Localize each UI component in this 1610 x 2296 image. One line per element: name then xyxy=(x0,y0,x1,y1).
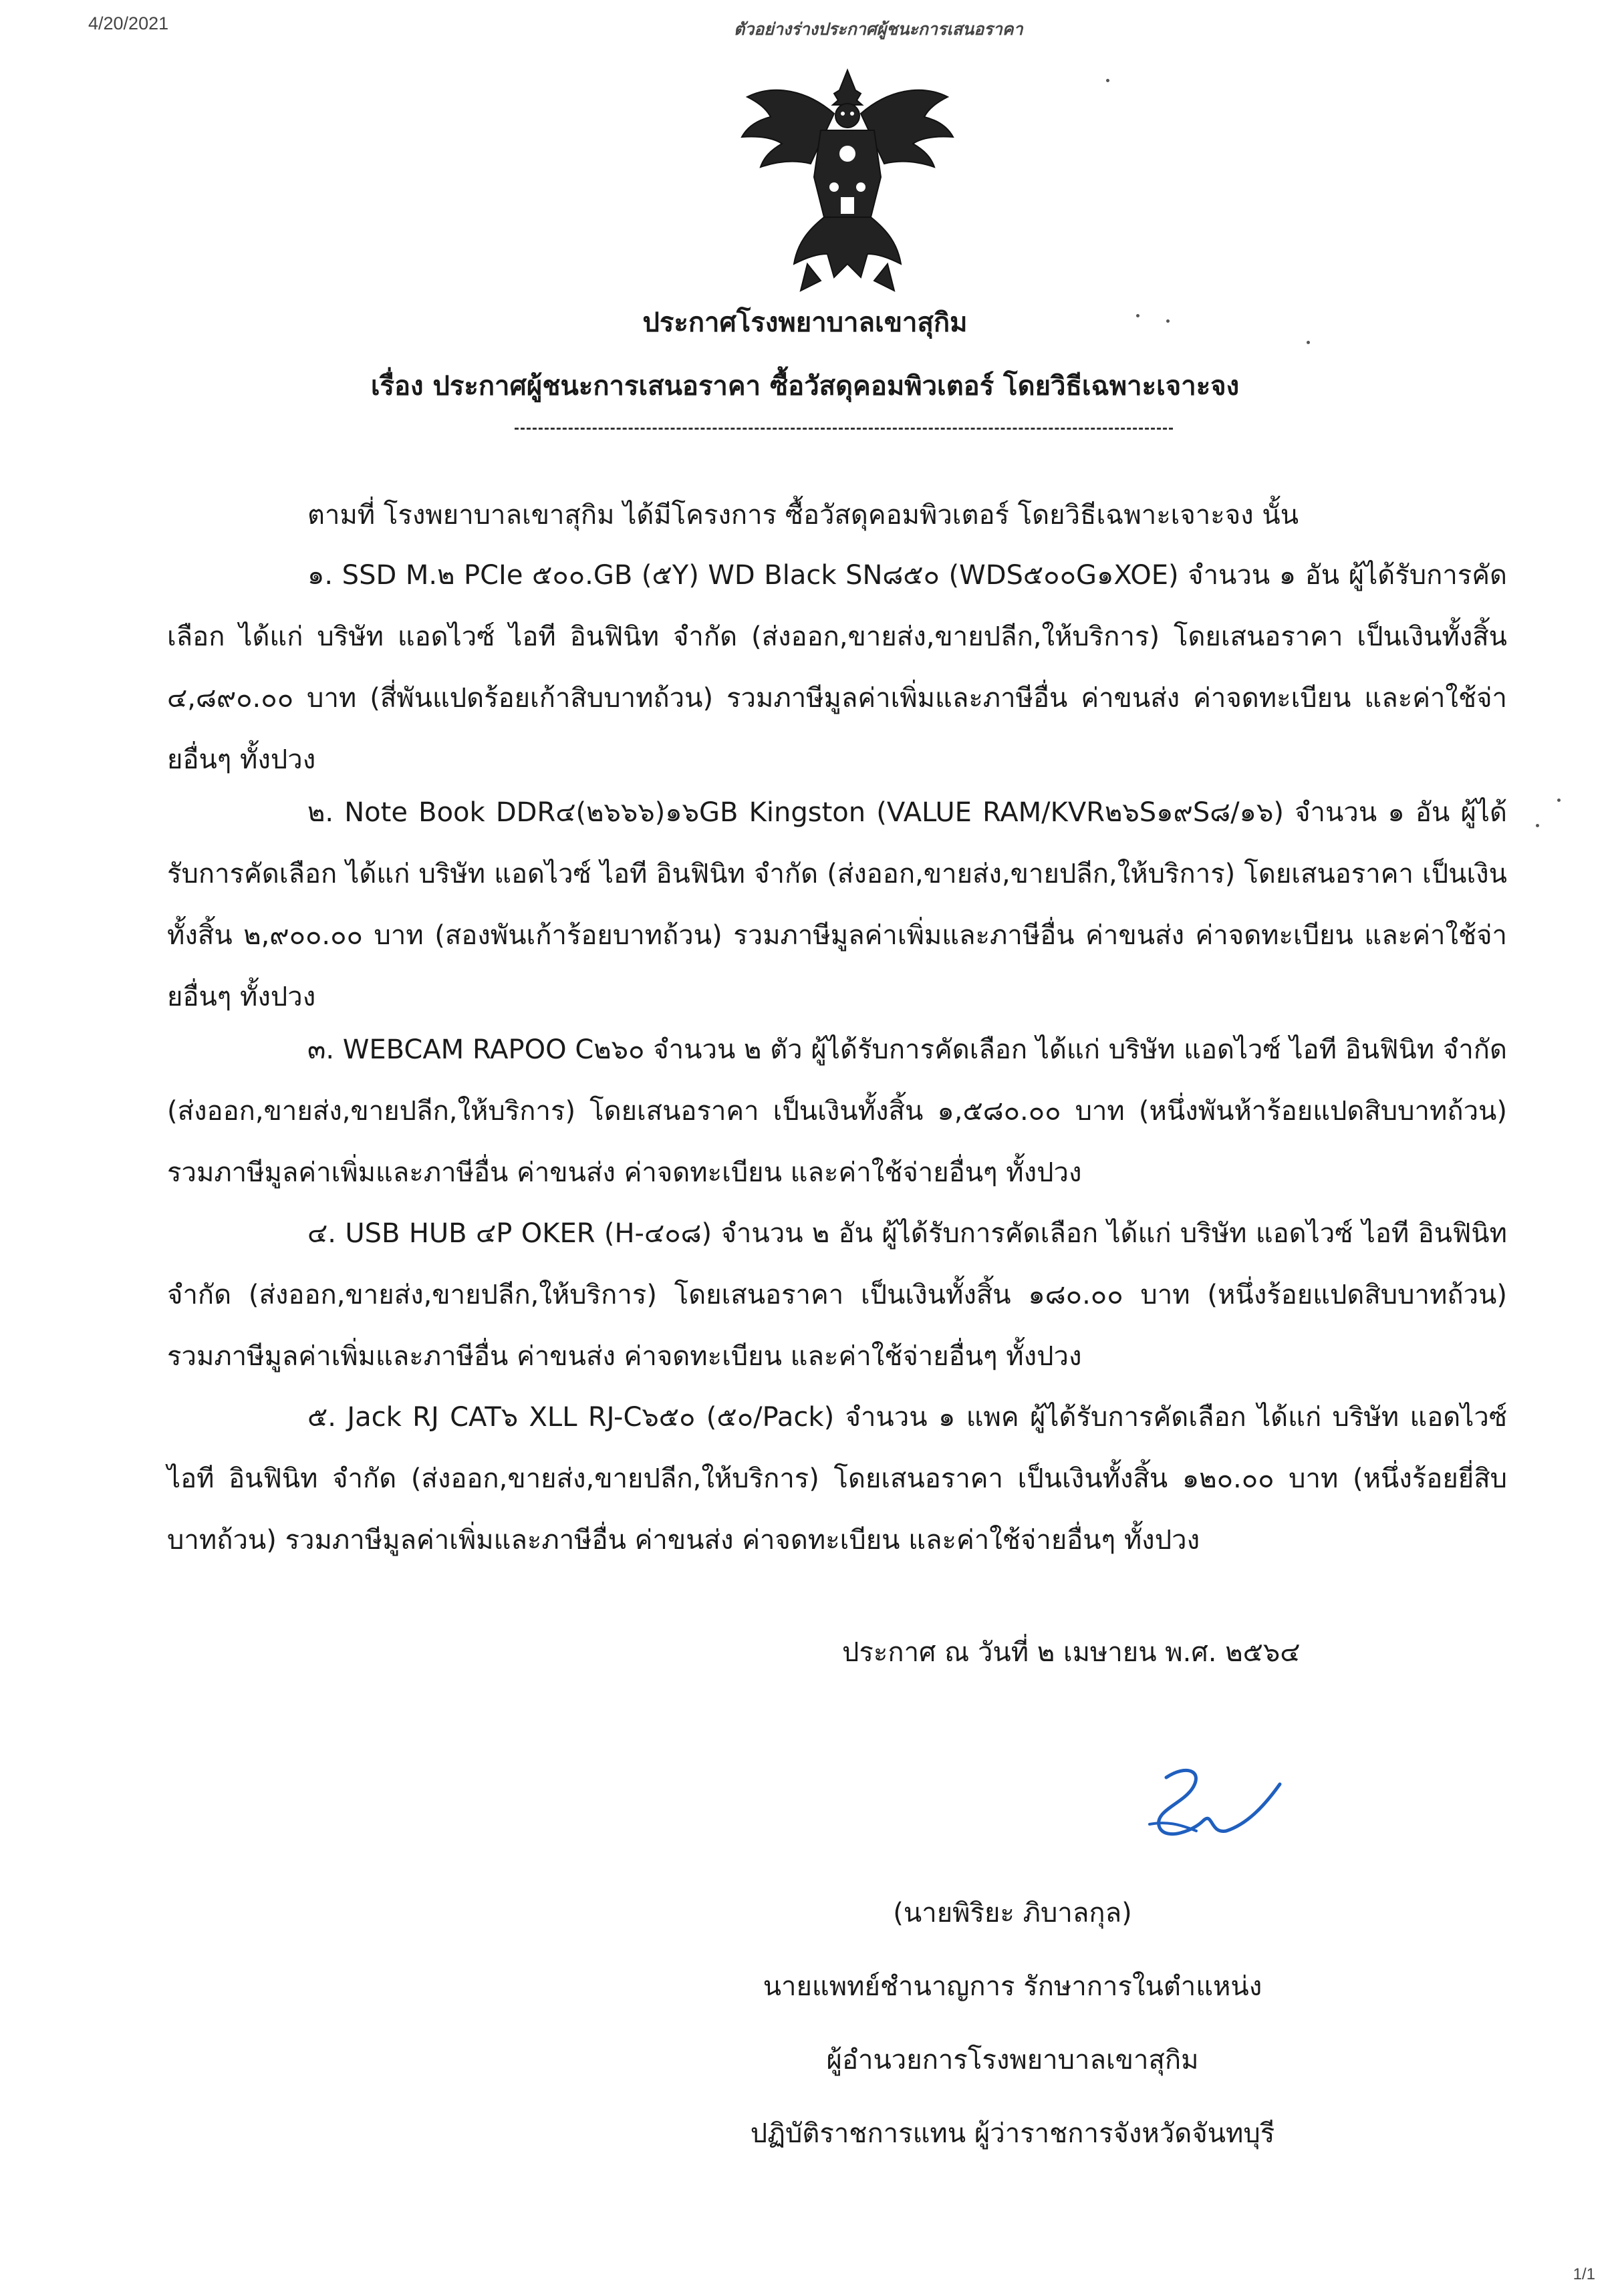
list-item: ๒. Note Book DDR๔(๒๖๖๖)๑๖GB Kingston (VALUE RAM/KVR๒๖S๑๙S๘/๑๖) จำนวน ๑ อัน ผู้ได้รับการคัดเลือก ได้แก่ บริษัท แอดไวซ์ ไอที อินฟินิท จำกัด (ส่งออก,ขายส่ง,ขายปลีก,ให้บริการ) โดยเสนอราคา เป็นเงินทั้งสิ้น ๒,๙๐๐.๐๐ บาท (สองพันเก้าร้อยบาทถ้วน) รวมภาษีมูลค่าเพิ่มและภาษีอื่น ค่าขนส่ง ค่าจดทะเบียน และค่าใช้จ่ายอื่นๆ ทั้งปวง xyxy=(167,797,1507,1012)
scan-speck xyxy=(1106,79,1109,82)
list-item: ๓. WEBCAM RAPOO C๒๖๐ จำนวน ๒ ตัว ผู้ได้รับการคัดเลือก ได้แก่ บริษัท แอดไวซ์ ไอที อินฟินิท จำกัด (ส่งออก,ขายส่ง,ขายปลีก,ให้บริการ) โดยเสนอราคา เป็นเงินทั้งสิ้น ๑,๕๘๐.๐๐ บาท (หนึ่งพันห้าร้อยแปดสิบบาทถ้วน) รวมภาษีมูลค่าเพิ่มและภาษีอื่น ค่าขนส่ง ค่าจดทะเบียน และค่าใช้จ่ายอื่นๆ ทั้งปวง xyxy=(167,1034,1507,1188)
garuda-emblem-icon xyxy=(734,63,961,297)
signer-name: (นายพิริยะ ภิบาลกุล) xyxy=(893,1898,1132,1928)
scan-speck xyxy=(1557,799,1561,802)
intro-paragraph: ตามที่ โรงพยาบาลเขาสุกิม ได้มีโครงการ ซื้อวัสดุคอมพิวเตอร์ โดยวิธีเฉพาะเจาะจง นั้น xyxy=(307,500,1299,531)
scan-speck xyxy=(1166,319,1170,323)
signer-position: นายแพทย์ชำนาญการ รักษาการในตำแหน่ง xyxy=(763,1971,1262,2002)
list-item: ๑. SSD M.๒ PCIe ๕๐๐.GB (๕Y) WD Black SN๘๕๐ (WDS๕๐๐G๑XOE) จำนวน ๑ อัน ผู้ได้รับการคัดเลือก ได้แก่ บริษัท แอดไวซ์ ไอที อินฟินิท จำกัด (ส่งออก,ขายส่ง,ขายปลีก,ให้บริการ) โดยเสนอราคา เป็นเงินทั้งสิ้น ๔,๘๙๐.๐๐ บาท (สี่พันแปดร้อยเก้าสิบบาทถ้วน) รวมภาษีมูลค่าเพิ่มและภาษีอื่น ค่าขนส่ง ค่าจดทะเบียน และค่าใช้จ่ายอื่นๆ ทั้งปวง xyxy=(167,560,1507,775)
separator-line xyxy=(515,428,1173,430)
signer-position: ปฏิบัติราชการแทน ผู้ว่าราชการจังหวัดจันทบุรี xyxy=(750,2118,1275,2149)
announcement-subject: เรื่อง ประกาศผู้ชนะการเสนอราคา ซื้อวัสดุคอมพิวเตอร์ โดยวิธีเฉพาะเจาะจง xyxy=(370,371,1240,402)
list-item: ๕. Jack RJ CAT๖ XLL RJ-C๖๕๐ (๕๐/Pack) จำนวน ๑ แพค ผู้ได้รับการคัดเลือก ได้แก่ บริษัท แอดไวซ์ ไอที อินฟินิท จำกัด (ส่งออก,ขายส่ง,ขายปลีก,ให้บริการ) โดยเสนอราคา เป็นเงินทั้งสิ้น ๑๒๐.๐๐ บาท (หนึ่งร้อยยี่สิบบาทถ้วน) รวมภาษีมูลค่าเพิ่มและภาษีอื่น ค่าขนส่ง ค่าจดทะเบียน และค่าใช้จ่ายอื่นๆ ทั้งปวง xyxy=(167,1402,1507,1556)
page-number: 1/1 xyxy=(1573,2265,1595,2283)
scan-speck xyxy=(1536,824,1539,827)
announce-date: ประกาศ ณ วันที่ ๒ เมษายน พ.ศ. ๒๕๖๔ xyxy=(842,1637,1301,1668)
signer-position: ผู้อำนวยการโรงพยาบาลเขาสุกิม xyxy=(826,2045,1199,2075)
handwritten-signature-icon xyxy=(1139,1757,1287,1851)
print-date: 4/20/2021 xyxy=(88,13,169,33)
announcement-title: ประกาศโรงพยาบาลเขาสุกิม xyxy=(642,307,968,338)
list-item: ๔. USB HUB ๔P OKER (H-๔๐๘) จำนวน ๒ อัน ผู้ได้รับการคัดเลือก ได้แก่ บริษัท แอดไวซ์ ไอที อินฟินิท จำกัด (ส่งออก,ขายส่ง,ขายปลีก,ให้บริการ) โดยเสนอราคา เป็นเงินทั้งสิ้น ๑๘๐.๐๐ บาท (หนึ่งร้อยแปดสิบบาทถ้วน) รวมภาษีมูลค่าเพิ่มและภาษีอื่น ค่าขนส่ง ค่าจดทะเบียน และค่าใช้จ่ายอื่นๆ ทั้งปวง xyxy=(167,1218,1507,1372)
document-header-title: ตัวอย่างร่างประกาศผู้ชนะการเสนอราคา xyxy=(734,19,1023,39)
scan-speck xyxy=(1307,341,1310,344)
scan-speck xyxy=(1136,314,1139,317)
